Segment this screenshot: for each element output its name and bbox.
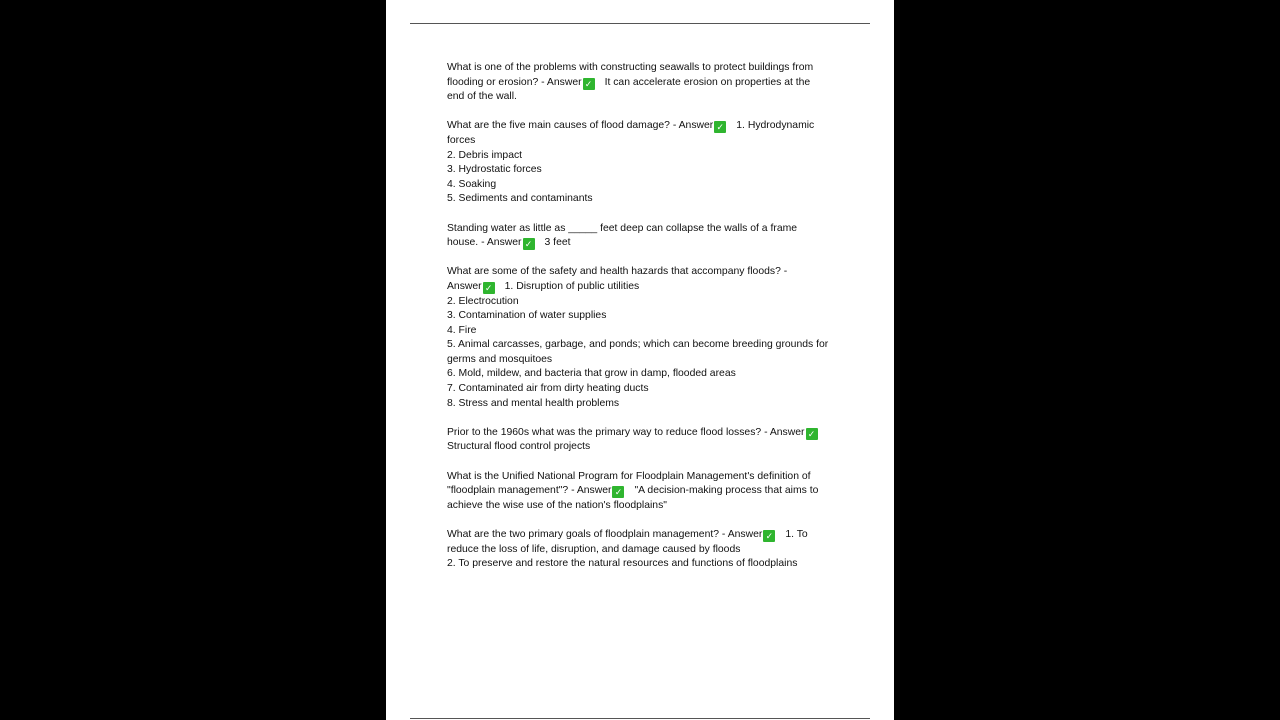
answer-text: 3 feet — [544, 237, 571, 249]
text-line — [447, 309, 857, 324]
text-line — [447, 280, 857, 295]
text-line — [447, 134, 857, 149]
text-line — [447, 222, 857, 237]
document-page — [386, 0, 894, 720]
check-mark-icon: ✓ — [483, 282, 495, 294]
check-mark-icon: ✓ — [806, 428, 818, 440]
text-line — [447, 90, 857, 105]
text-line — [447, 557, 857, 572]
line-text: 5. Sediments and contaminants — [447, 193, 593, 205]
text-line — [447, 295, 857, 310]
line-text: What is the Unified National Program for Floodplain Management's definition of — [447, 470, 811, 482]
text-line — [447, 528, 857, 543]
text-line — [447, 76, 857, 91]
line-text: 2. Debris impact — [447, 149, 523, 161]
line-text: What are the two primary goals of floodplain management? - Answer — [447, 529, 763, 540]
line-text: reduce the loss of life, disruption, and damage caused by floods — [447, 543, 741, 555]
line-text: "floodplain management"? - Answer — [447, 485, 612, 497]
qa-item — [447, 265, 857, 411]
text-line — [447, 470, 857, 485]
text-line — [447, 382, 857, 397]
qa-item — [447, 470, 857, 514]
text-line — [447, 119, 857, 134]
text-line — [447, 324, 857, 339]
text-line — [447, 163, 857, 178]
text-line — [447, 236, 857, 251]
qa-item — [447, 222, 857, 251]
answer-text: 1. Disruption of public utilities — [504, 280, 640, 292]
line-text: achieve the wise use of the nation's floodplains" — [447, 499, 667, 511]
text-line — [447, 61, 857, 76]
line-text: 4. Soaking — [447, 178, 497, 190]
text-line — [447, 338, 857, 353]
qa-item — [447, 528, 857, 572]
bottom-divider — [410, 718, 870, 719]
text-line — [447, 265, 857, 280]
text-line — [447, 543, 857, 558]
qa-item — [447, 119, 857, 207]
line-text: Answer — [447, 280, 482, 292]
line-text: 6. Mold, mildew, and bacteria that grow in damp, flooded areas — [447, 368, 736, 380]
line-text: germs and mosquitoes — [447, 353, 553, 365]
line-text: What are the five main causes of flood damage? - Answer — [447, 120, 714, 132]
line-text: 3. Contamination of water supplies — [447, 310, 607, 322]
line-text: What are some of the safety and health hazards that accompany floods? - — [447, 266, 788, 278]
answer-text: 1. Hydrodynamic — [736, 120, 815, 132]
qa-content — [447, 61, 857, 586]
text-line — [447, 367, 857, 382]
top-divider — [410, 23, 870, 24]
line-text: 4. Fire — [447, 324, 477, 336]
line-text: What is one of the problems with constructing seawalls to protect buildings from — [447, 62, 814, 73]
line-text: 5. Animal carcasses, garbage, and ponds; which can become breeding grounds for — [447, 339, 829, 351]
check-mark-icon: ✓ — [714, 121, 726, 133]
line-text: 3. Hydrostatic forces — [447, 164, 542, 176]
answer-text: "A decision-making process that aims to — [634, 485, 819, 497]
line-text: 7. Contaminated air from dirty heating ducts — [447, 383, 649, 395]
line-text: 8. Stress and mental health problems — [447, 397, 620, 409]
text-line — [447, 440, 857, 455]
line-text: forces — [447, 134, 476, 146]
qa-item — [447, 61, 857, 105]
check-mark-icon: ✓ — [583, 78, 595, 90]
text-line — [447, 484, 857, 499]
answer-text: 1. To — [785, 529, 808, 540]
text-line — [447, 178, 857, 193]
line-text: Standing water as little as _____ feet deep can collapse the walls of a frame — [447, 222, 798, 234]
text-line — [447, 426, 857, 441]
text-line — [447, 397, 857, 412]
text-line — [447, 353, 857, 368]
line-text: Prior to the 1960s what was the primary way to reduce flood losses? - Answer — [447, 426, 805, 438]
line-text: end of the wall. — [447, 91, 517, 103]
check-mark-icon: ✓ — [612, 486, 624, 498]
line-text: 2. To preserve and restore the natural resources and functions of floodplains — [447, 558, 798, 570]
text-line — [447, 499, 857, 514]
check-mark-icon: ✓ — [523, 238, 535, 250]
text-line — [447, 192, 857, 207]
line-text: 2. Electrocution — [447, 295, 519, 307]
check-mark-icon: ✓ — [763, 530, 775, 542]
line-text: Structural flood control projects — [447, 441, 591, 453]
answer-text: It can accelerate erosion on properties at the — [604, 76, 811, 88]
text-line — [447, 149, 857, 164]
line-text: flooding or erosion? - Answer — [447, 76, 582, 88]
line-text: house. - Answer — [447, 237, 522, 249]
qa-item — [447, 426, 857, 455]
